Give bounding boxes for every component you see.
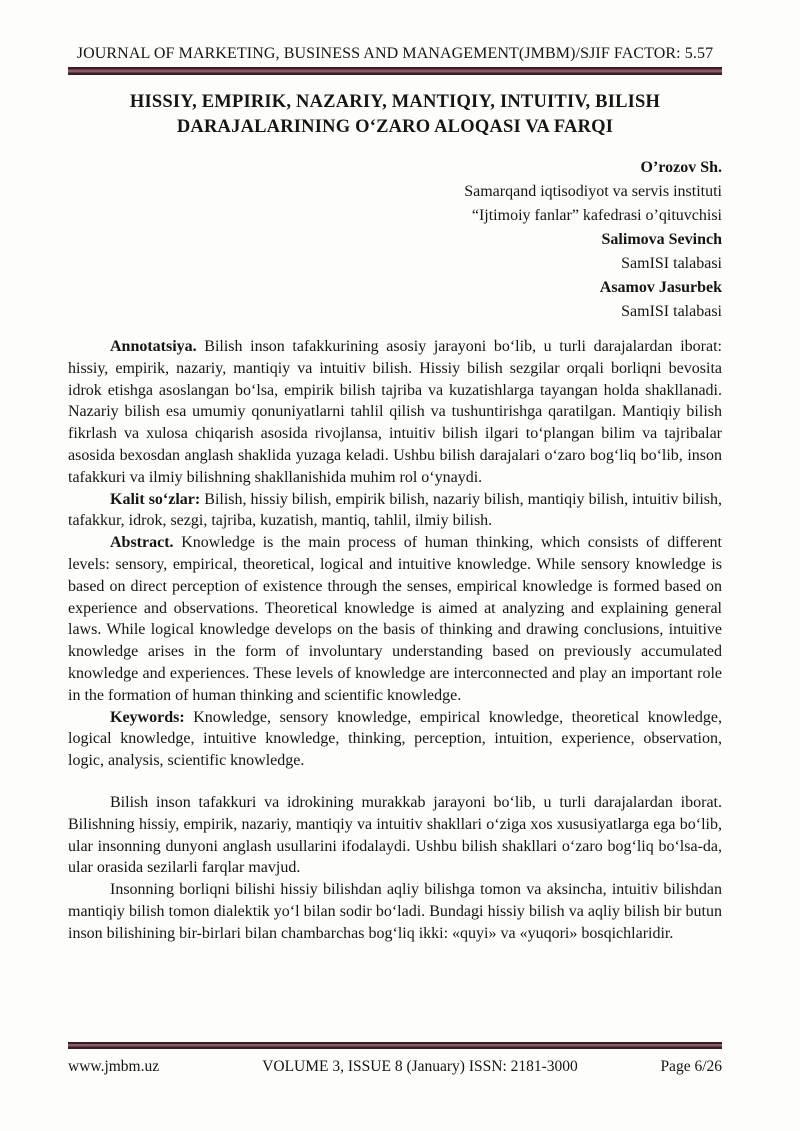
authors-block [68, 156, 722, 324]
annotation-text: Bilish inson tafakkurining asosiy jarayoni bo‘lib, u turli darajalardan iborat: hissiy, empirik, nazariy, mantiqiy va intuitiv bilish. Hissiy bilish sezgilar orqali borliqni bevosita idrok etishga asoslangan bo‘lsa, empirik bilish tajriba va kuzatishlarga tayangan holda shakllanadi. Nazariy bilish esa umumiy qonuniyatlarni tahlil qilish va tushuntirishga qaratilgan. Mantiqiy bilish fikrlash va xulosa chiqarish asosida rivojlansa, intuitiv bilish ilgari to‘plangan bilim va tajribalar asosida bexosdan anglash shaklida yuzaga keladi. Ushbu bilish darajalari o‘zaro bog‘liq bo‘lib, inson tafakkuri va ilmiy bilishning shakllanishida muhim rol o‘ynaydi. [68, 338, 722, 486]
body-paragraph-2 [68, 879, 722, 944]
page-footer [68, 1042, 722, 1076]
abstract-label: Abstract. [110, 534, 174, 552]
footer-page-number: Page 6/26 [660, 1058, 722, 1075]
kalit-sozlar-label: Kalit so‘zlar: [110, 490, 201, 508]
body-paragraph-1 [68, 792, 722, 879]
author-name: Salimova Sevinch [601, 231, 722, 248]
author-affiliation: Samarqand iqtisodiyot va servis instituti [464, 183, 722, 200]
journal-header-line: JOURNAL OF MARKETING, BUSINESS AND MANAGEMENT(JMBM)/SJIF FACTOR: 5.57 [76, 45, 714, 62]
author-name: O’rozov Sh. [640, 159, 722, 176]
page-content [68, 0, 722, 945]
abstract-text: Knowledge is the main process of human thinking, which consists of different levels: sensory, empirical, theoretical, logical and intuitive knowledge. While sensory knowledge is based on direct perception of existence through the senses, empirical knowledge is formed based on experience and observations. Theoretical knowledge is aimed at analyzing and explaining general laws. While logical knowledge develops on the basis of thinking and drawing conclusions, intuitive knowledge arises in the form of involuntary understanding based on previously accumulated knowledge and experiences. These levels of knowledge are interconnected and play an important role in the formation of human thinking and scientific knowledge. [68, 534, 722, 704]
article-title-line1: HISSIY, EMPIRIK, NAZARIY, MANTIQIY, INTUITIV, BILISH [129, 92, 661, 112]
author-name: Asamov Jasurbek [599, 279, 722, 296]
author-affiliation: SamISI talabasi [621, 255, 722, 272]
kalit-sozlar-text: Bilish, hissiy bilish, empirik bilish, nazariy bilish, mantiqiy bilish, intuitiv bilish, tafakkur, idrok, sezgi, tajriba, kuzatish, mantiq, tahlil, ilmiy bilish. [68, 490, 723, 530]
article-title [68, 90, 722, 140]
author-affiliation: “Ijtimoiy fanlar” kafedrasi o’qituvchisi [471, 207, 722, 224]
kalit-sozlar-paragraph [68, 489, 722, 533]
body-paragraph-1-text: Bilish inson tafakkuri va idrokining murakkab jarayoni bo‘lib, u turli darajalardan iborat. Bilishning hissiy, empirik, nazariy, mantiqiy va intuitiv shakllari o‘ziga xos xususiyatlarga ega bo‘lib, ular insonning dunyoni anglash usullarini ifodalaydi. Ushbu bilish shakllari o‘zaro bog‘liq bo‘lsa-da, ular orasida sezilarli farqlar mavjud. [68, 793, 722, 877]
body-paragraph-2-text: Insonning borliqni bilishi hissiy bilishdan aqliy bilishga tomon va aksincha, intuitiv bilishdan mantiqiy bilish tomon dialektik yo‘l bilan sodir bo‘ladi. Bundagi hissiy bilish va aqliy bilish bir butun inson bilishining bir-birlari bilan chambarchas bog‘liq ikki: «quyi» va «yuqori» bosqichlaridir. [68, 881, 722, 942]
author-affiliation: SamISI talabasi [621, 303, 722, 320]
keywords-text: Knowledge, sensory knowledge, empirical knowledge, theoretical knowledge, logical knowledge, intuitive knowledge, thinking, perception, intuition, experience, observation, logic, analysis, scientific knowledge. [68, 708, 722, 770]
footer-website: www.jmbm.uz [68, 1058, 160, 1075]
annotation-paragraph [68, 336, 722, 489]
article-title-line2: DARAJALARINING O‘ZARO ALOQASI VA FARQI [176, 117, 614, 137]
keywords-label: Keywords: [110, 708, 185, 726]
footer-row [68, 1058, 722, 1076]
footer-double-rule [68, 1042, 722, 1049]
keywords-paragraph [68, 707, 722, 772]
annotation-label: Annotatsiya. [110, 338, 197, 355]
footer-volume-issn: VOLUME 3, ISSUE 8 (January) ISSN: 2181-3000 [262, 1058, 578, 1075]
header-double-rule [68, 67, 722, 75]
abstract-paragraph [68, 532, 722, 706]
